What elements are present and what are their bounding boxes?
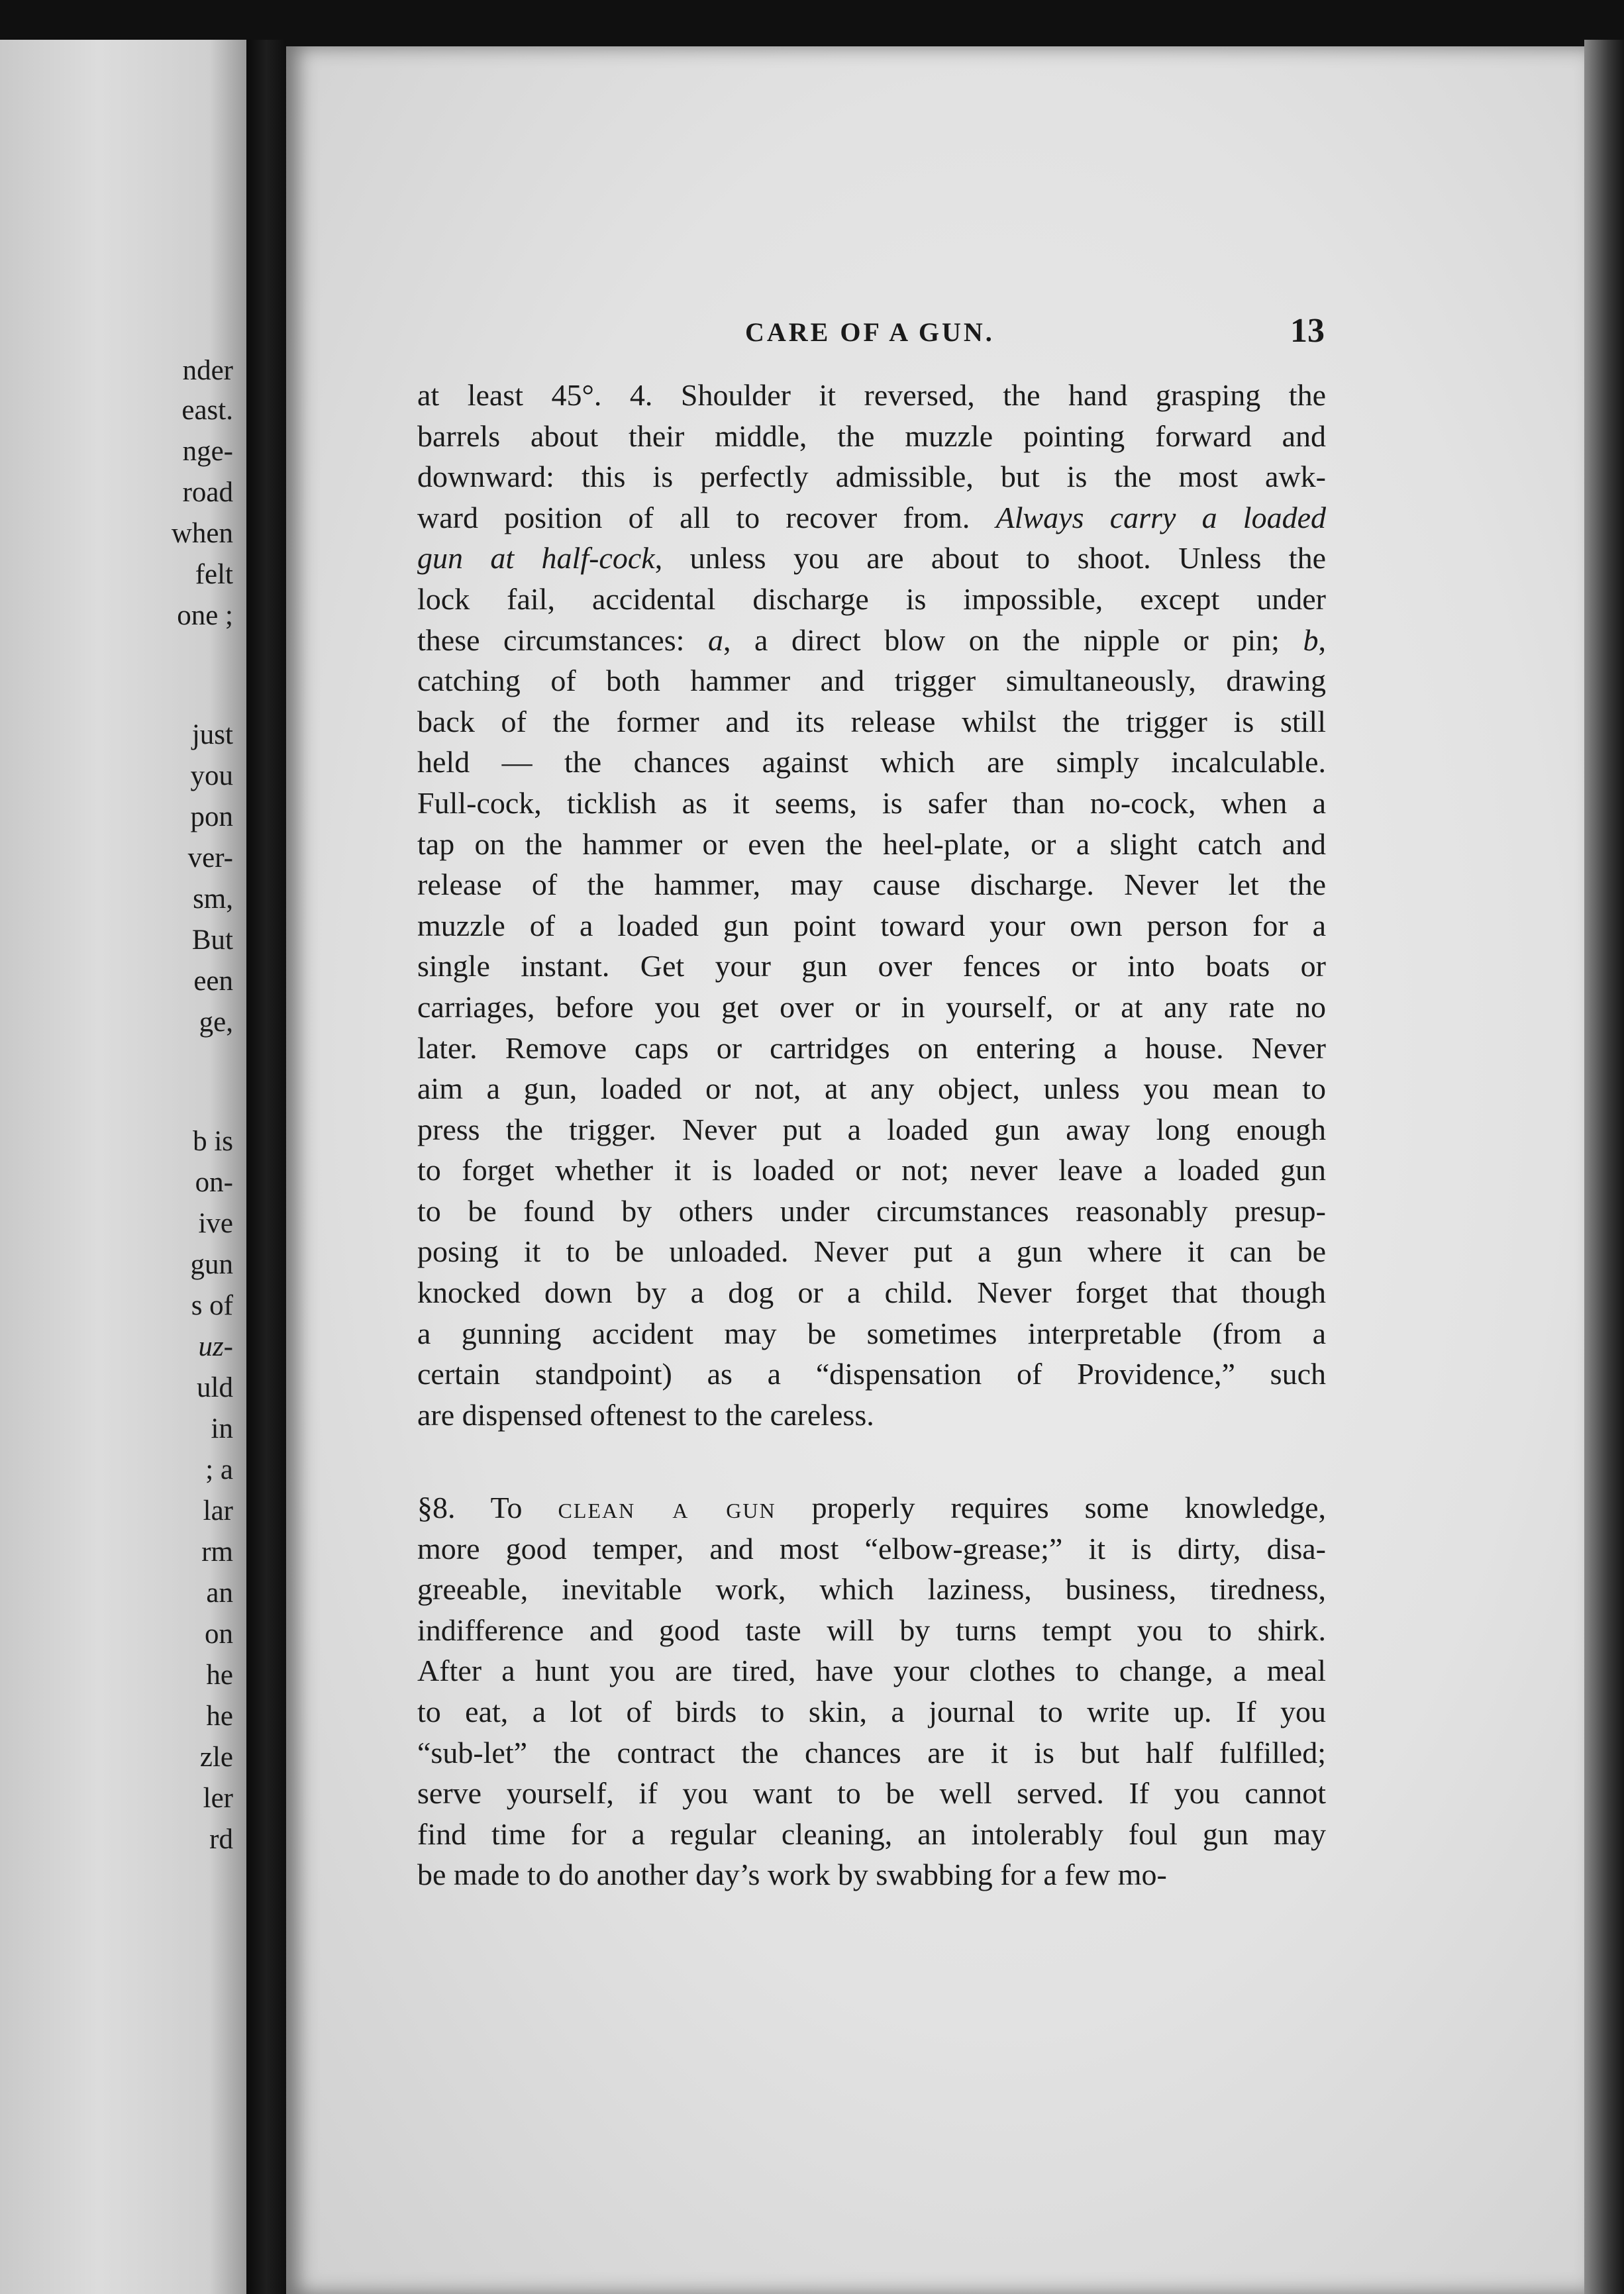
italic-text: b [1303,623,1319,657]
text-line [417,1528,1326,1570]
text-line [417,416,1326,457]
text-line [417,1068,1326,1109]
left-page-fragment: just [191,719,233,750]
text-segment: these circumstances: [417,623,708,657]
text-segment: serve yourself, if you want to be well served. If you cannot [417,1776,1326,1811]
text-line [417,783,1326,824]
text-segment: catching of both hammer and trigger simultaneously, drawing [417,664,1326,698]
left-page-fragment: an [206,1577,233,1609]
page-number: 13 [1290,312,1325,350]
text-segment: downward: this is perfectly admissible, but is the most awk- [417,460,1326,494]
left-page-fragment: road [182,477,233,508]
text-line [417,375,1326,416]
text-segment: back of the former and its release whilst the trigger is still [417,704,1326,738]
running-head: CARE OF A GUN. [745,317,995,347]
paragraph-cleaning-gun [417,1487,1326,1895]
text-line [417,538,1326,579]
text-segment: to be found by others under circumstances reasonably presup- [417,1193,1326,1228]
left-page-fragment: een [193,966,233,997]
left-page-fragment: ive [198,1208,233,1239]
left-page-fragment: lar [203,1495,233,1526]
text-line [417,1814,1326,1855]
text-line [417,905,1326,946]
text-segment: single instant. Get your gun over fences or into boats or [417,949,1326,983]
left-page-fragment: you [190,760,233,791]
left-page-fragment: in [211,1413,233,1444]
left-page-fragment: ver- [187,842,233,873]
text-segment: certain standpoint) as a “dispensation of Providence,” such [417,1357,1326,1391]
text-segment: carriages, before you get over or in yourself, or at any rate no [417,989,1326,1024]
text-segment: find time for a regular cleaning, an intolerably foul gun may [417,1817,1326,1851]
text-line [417,1354,1326,1395]
small-caps-text: clean a gun [558,1491,776,1524]
text-line [417,1028,1326,1069]
left-page-fragment: pon [190,801,233,832]
left-page-fragment: zle [199,1742,233,1773]
text-line [417,1732,1326,1773]
left-page-fragment: rd [209,1824,233,1855]
text-line [417,1272,1326,1313]
left-page-fragment: sm, [193,883,233,915]
text-line [417,579,1326,620]
text-segment: more good temper, and most “elbow-grease;” it is dirty, disa- [417,1531,1326,1566]
text-line [417,701,1326,742]
text-segment: at least 45°. 4. Shoulder it reversed, the hand grasping the [417,378,1326,412]
left-page-fragment: on [205,1619,233,1650]
text-line [417,1395,1326,1436]
left-page-fragment: when [171,518,233,549]
left-page-fragment: b is [193,1126,233,1157]
text-segment: aim a gun, loaded or not, at any object, unless you mean to [417,1072,1326,1106]
text-line [417,1487,1326,1528]
italic-text: Always carry a loaded [995,500,1326,534]
text-line [417,1773,1326,1814]
left-page-fragment: one ; [177,600,233,631]
page-edge-shadow [1584,40,1624,2294]
text-line [417,864,1326,905]
text-segment: ward position of all to recover from. [417,500,996,534]
text-line [417,987,1326,1028]
text-line [417,1610,1326,1651]
text-line [417,497,1326,538]
left-page-fragment: he [206,1701,233,1732]
left-page-fragment: nge- [182,436,233,467]
left-page-fragment: he [206,1660,233,1691]
left-page-fragment: s of [191,1290,233,1321]
text-segment: greeable, inevitable work, which laziness, business, tiredness, [417,1572,1326,1607]
left-page-fragment: nder [182,355,233,386]
text-segment: tap on the hammer or even the heel-plate, or a slight catch and [417,826,1326,861]
left-page-fragment: But [191,924,233,956]
text-line [417,1650,1326,1691]
left-page-fragment: uz- [198,1331,233,1362]
left-page-fragment: east. [181,395,233,426]
text-segment: After a hunt you are tired, have your clothes to change, a meal [417,1654,1326,1688]
text-segment: be made to do another day’s work by swabbing for a few mo- [417,1858,1167,1892]
text-segment: , [1318,623,1327,657]
left-page-fragment: ler [203,1783,233,1814]
italic-text: a [707,623,723,657]
text-segment: a gunning accident may be sometimes interpretable (from a [417,1316,1326,1350]
text-segment: properly requires some knowledge, [776,1491,1327,1524]
text-segment: lock fail, accidental discharge is impossible, except under [417,581,1326,616]
book-gutter [246,40,286,2294]
left-page-fragment: rm [201,1536,233,1568]
text-line [417,1691,1326,1732]
text-line [417,660,1326,701]
italic-text: gun at half-cock [417,541,655,575]
text-segment: press the trigger. Never put a loaded gun away long enough [417,1112,1326,1146]
left-page-fragment: gun [190,1249,233,1280]
text-line [417,1109,1326,1150]
text-line [417,1313,1326,1354]
left-page-fragment: ; a [205,1454,233,1485]
text-line [417,1854,1326,1895]
text-segment: are dispensed oftenest to the careless. [417,1397,874,1432]
left-page-fragment: felt [195,559,233,590]
text-segment: to forget whether it is loaded or not; never leave a loaded gun [417,1153,1326,1187]
text-line [417,946,1326,987]
left-facing-page [0,40,246,2294]
text-segment: Full-cock, ticklish as it seems, is safer than no-cock, when a [417,785,1326,820]
left-page-fragment: ge, [199,1007,233,1038]
text-segment: to eat, a lot of birds to skin, a journal to write up. If you [417,1694,1326,1728]
paragraph-safety-rules [417,375,1326,1435]
text-line [417,456,1326,497]
text-segment: later. Remove caps or cartridges on entering a house. Never [417,1030,1326,1065]
left-page-fragment: on- [195,1167,233,1198]
text-segment: §8. To [417,1491,558,1524]
text-segment: held — the chances against which are simply incalculable. [417,745,1326,779]
text-line [417,824,1326,865]
text-segment: muzzle of a loaded gun point toward your own person for a [417,908,1326,942]
text-segment: barrels about their middle, the muzzle pointing forward and [417,419,1326,453]
left-page-fragment: uld [197,1372,233,1403]
text-segment: , a direct blow on the nipple or pin; [723,623,1303,657]
text-segment: “sub-let” the contract the chances are it is but half fulfilled; [417,1735,1326,1770]
text-segment: , unless you are about to shoot. Unless the [654,541,1326,575]
text-segment: indifference and good taste will by turns tempt you to shirk. [417,1613,1326,1647]
text-line [417,1191,1326,1232]
text-segment: release of the hammer, may cause discharge. Never let the [417,868,1326,902]
text-line [417,1231,1326,1272]
text-line [417,1569,1326,1610]
text-segment: knocked down by a dog or a child. Never forget that though [417,1275,1326,1310]
text-line [417,620,1326,661]
text-segment: posing it to be unloaded. Never put a gun where it can be [417,1234,1326,1269]
text-line [417,742,1326,783]
text-line [417,1150,1326,1191]
